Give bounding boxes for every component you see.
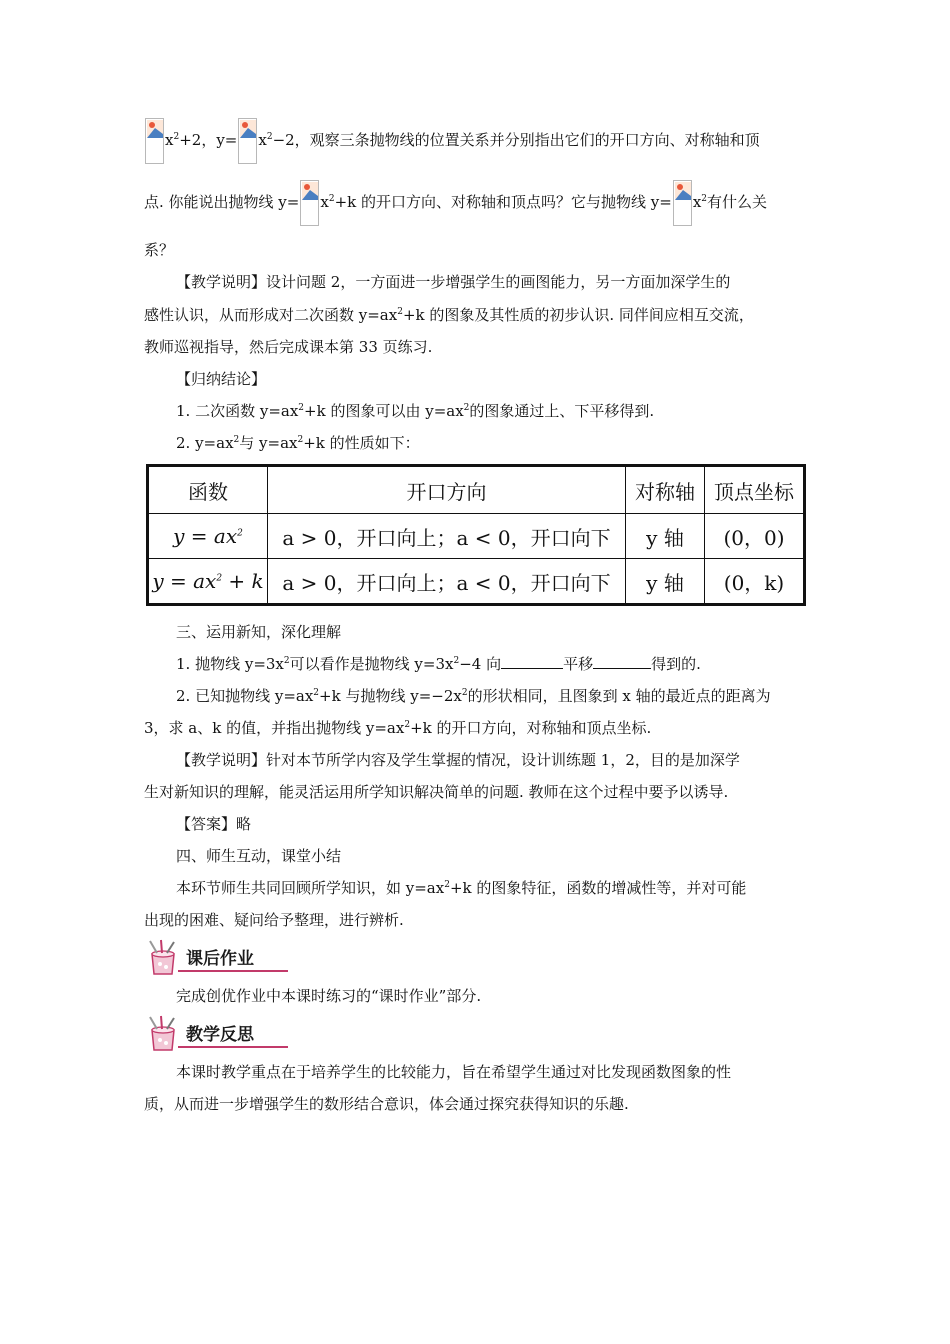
summary-heading: 【归纳结论】	[176, 370, 267, 388]
table-cell-opening: a > 0，开口向上；a < 0，开口向下	[268, 514, 626, 559]
teaching-note-2a: 【教学说明】针对本节所学内容及学生掌握的情况，设计训练题 1，2，目的是加深学	[176, 751, 740, 769]
text-frag: 1. 二次函数 y=ax	[176, 402, 299, 420]
exercise-2a	[176, 686, 771, 706]
table-cell-vertex: (0，0)	[705, 514, 805, 559]
pen-holder-icon	[144, 938, 184, 978]
table-row	[148, 514, 805, 559]
text-frag: +k 的图象可以由 y=ax	[304, 402, 464, 420]
text-frag: x	[692, 193, 702, 211]
superscript: 2	[313, 688, 320, 698]
superscript: 2	[233, 435, 240, 445]
superscript: 2	[216, 573, 223, 584]
superscript: 2	[283, 656, 290, 666]
text-frag: x	[165, 131, 174, 149]
superscript: 2	[173, 132, 180, 142]
paragraph-line-2	[144, 180, 767, 226]
table-header: 函数	[148, 466, 268, 514]
broken-image-icon	[300, 180, 319, 226]
pen-holder-icon	[144, 1014, 184, 1054]
exercise-1	[176, 654, 701, 674]
text-frag: 的形状相同，且图象到 x 轴的最近点的距离为	[467, 687, 771, 705]
text-frag: +k 的开口方向，对称轴和顶点坐标.	[410, 719, 652, 737]
reflection-title: 教学反思	[186, 1025, 254, 1045]
superscript: 2	[404, 720, 411, 730]
superscript: 2	[328, 194, 335, 204]
summary-item-1	[176, 401, 654, 421]
broken-image-icon	[238, 118, 257, 164]
text-frag: + k	[222, 569, 264, 593]
table-header: 顶点坐标	[705, 466, 805, 514]
section-heading-3: 三、运用新知，深化理解	[176, 623, 342, 641]
reflection-text-a: 本课时教学重点在于培养学生的比较能力，旨在希望学生通过对比发现函数图象的性	[176, 1063, 732, 1081]
text-frag: −2，观察三条抛物线的位置关系并分别指出它们的开口方向、对称轴和顶	[272, 131, 760, 149]
superscript: 2	[453, 656, 460, 666]
homework-text: 完成创优作业中本课时练习的“课时作业”部分.	[176, 987, 482, 1005]
fill-blank[interactable]	[501, 654, 563, 669]
text-frag: +k 的图象特征，函数的增减性等，并对可能	[449, 879, 747, 897]
text-frag: y = ax	[152, 569, 217, 593]
text-frag: +k 的开口方向、对称轴和顶点吗？它与抛物线 y=	[334, 193, 672, 211]
summary-item-2	[176, 433, 420, 453]
answer-line: 【答案】略	[176, 815, 252, 833]
homework-banner	[144, 938, 294, 978]
exercise-2b	[144, 718, 651, 738]
superscript: 2	[463, 403, 470, 413]
text-frag: −4 向	[459, 655, 502, 673]
banner-underline	[178, 1046, 288, 1048]
reflection-text-b: 质，从而进一步增强学生的数形结合意识，体会通过探究获得知识的乐趣.	[144, 1095, 629, 1113]
text-frag: 1. 抛物线 y=3x	[176, 655, 284, 673]
banner-underline	[178, 970, 288, 972]
text-frag: x	[258, 131, 267, 149]
table-header: 开口方向	[268, 466, 626, 514]
text-frag: 有什么关	[707, 193, 768, 211]
table-cell-opening: a > 0，开口向上；a < 0，开口向下	[268, 559, 626, 605]
text-frag: +k 与抛物线 y=−2x	[319, 687, 462, 705]
superscript: 2	[461, 688, 468, 698]
broken-image-icon	[673, 180, 692, 226]
paragraph-line-1	[144, 118, 760, 164]
text-frag: 3，求 a、k 的值，并指出抛物线 y=ax	[144, 719, 405, 737]
table-header-row	[148, 466, 805, 514]
superscript: 2	[266, 132, 273, 142]
table-cell-function	[148, 559, 268, 605]
review-line-b: 出现的困难、疑问给予整理，进行辨析.	[144, 911, 404, 929]
table-cell-axis: y 轴	[626, 514, 705, 559]
section-heading-4: 四、师生互动，课堂小结	[176, 847, 342, 865]
broken-image-icon	[145, 118, 164, 164]
text-frag: 点. 你能说出抛物线 y=	[144, 193, 300, 211]
homework-title: 课后作业	[186, 949, 254, 969]
table-header: 对称轴	[626, 466, 705, 514]
text-frag: 2. 已知抛物线 y=ax	[176, 687, 314, 705]
superscript: 2	[397, 307, 403, 317]
teaching-note-1b	[144, 305, 754, 325]
fill-blank[interactable]	[593, 654, 651, 669]
teaching-note-1c: 教师巡视指导，然后完成课本第 33 页练习.	[144, 338, 433, 356]
table-row	[148, 559, 805, 605]
text-frag: +k 的性质如下：	[303, 434, 420, 452]
superscript: 2	[701, 194, 708, 204]
text-frag: 2. y=ax	[176, 434, 234, 452]
text-frag: x	[320, 193, 329, 211]
text-frag: 得到的.	[651, 655, 701, 673]
text-frag: +k 的图象及其性质的初步认识. 同伴间应相互交流，	[402, 306, 754, 324]
text-frag: 平移	[563, 655, 594, 673]
superscript: 2	[298, 403, 305, 413]
text-frag: 感性认识，从而形成对二次函数 y=ax	[144, 306, 398, 324]
table-cell-axis: y 轴	[626, 559, 705, 605]
teaching-note-2b: 生对新知识的理解，能灵活运用所学知识解决简单的问题. 教师在这个过程中要予以诱导.	[144, 783, 729, 801]
reflection-banner	[144, 1014, 294, 1054]
superscript: 2	[444, 880, 450, 890]
text-frag: y = ax	[173, 524, 238, 548]
table-cell-vertex: (0，k)	[705, 559, 805, 605]
superscript: 2	[297, 435, 304, 445]
review-line-a	[176, 878, 746, 898]
text-frag: 与 y=ax	[239, 434, 298, 452]
properties-table	[146, 464, 806, 606]
text-frag: 本环节师生共同回顾所学知识，如 y=ax	[176, 879, 445, 897]
text-frag: +2，y=	[179, 131, 238, 149]
text-frag: 可以看作是抛物线 y=3x	[289, 655, 454, 673]
text-frag: 的图象通过上、下平移得到.	[469, 402, 655, 420]
teaching-note-1a: 【教学说明】设计问题 2，一方面进一步增强学生的画图能力，另一方面加深学生的	[176, 273, 731, 291]
paragraph-line-3: 系？	[144, 241, 175, 259]
table-cell-function	[148, 514, 268, 559]
superscript: 2	[237, 528, 243, 539]
